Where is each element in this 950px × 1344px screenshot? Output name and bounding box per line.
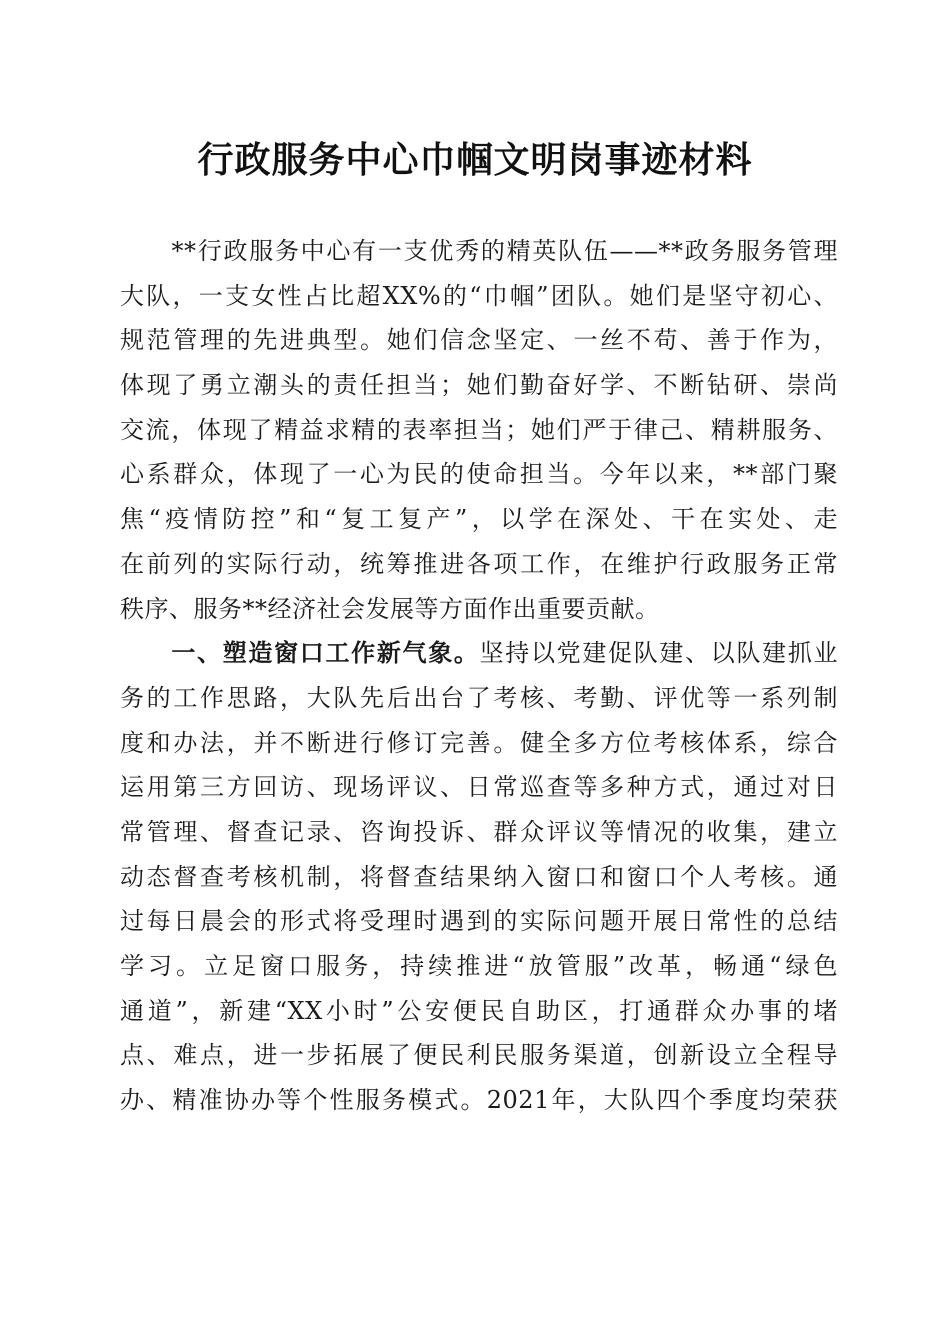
text-line: 学习。立足窗口服务，持续推进“放管服”改革，畅通“绿色 — [120, 952, 838, 980]
text-line: 秩序、服务**经济社会发展等方面作出重要贡献。 — [120, 594, 660, 623]
section-text: 坚持以党建促队建、以队建抓业 — [479, 639, 839, 668]
text-line: 焦“疫情防控”和“复工复产”，以学在深处、干在实处、走 — [120, 505, 838, 534]
text-line: 办、精准协办等个性服务模式。2021年，大队四个季度均荣获 — [120, 1086, 838, 1115]
text-line: 体现了勇立潮头的责任担当；她们勤奋好学、不断钻研、崇尚 — [120, 371, 838, 400]
text-line: **行政服务中心有一支优秀的精英队伍——**政务服务管理 — [120, 237, 838, 265]
section-heading: 一、塑造窗口工作新气象。 — [120, 638, 480, 668]
text-line: 度和办法，并不断进行修订完善。健全多方位考核体系，综合 — [120, 728, 838, 757]
text-line: 运用第三方回访、现场评议、日常巡查等多种方式，通过对日 — [120, 773, 838, 802]
section-heading-line — [120, 631, 838, 676]
text-line: 过每日晨会的形式将受理时遇到的实际问题开展日常性的总结 — [120, 907, 838, 936]
text-line: 规范管理的先进典型。她们信念坚定、一丝不苟、善于作为， — [120, 326, 838, 355]
text-line: 通道”，新建“XX小时”公安便民自助区，打通群众办事的堵 — [120, 996, 838, 1025]
text-line: 交流，体现了精益求精的表率担当；她们严于律己、精耕服务、 — [120, 415, 838, 444]
text-line: 动态督查考核机制，将督查结果纳入窗口和窗口个人考核。通 — [120, 862, 838, 891]
text-line: 务的工作思路，大队先后出台了考核、考勤、评优等一系列制 — [120, 683, 838, 712]
text-line: 心系群众，体现了一心为民的使命担当。今年以来，**部门聚 — [120, 460, 838, 489]
text-line: 大队，一支女性占比超XX%的“巾帼”团队。她们是坚守初心、 — [120, 281, 838, 310]
section-1 — [120, 631, 838, 1123]
document-title: 行政服务中心巾帼文明岗事迹材料 — [197, 139, 753, 181]
text-line: 常管理、督查记录、咨询投诉、群众评议等情况的收集，建立 — [120, 817, 838, 846]
text-line: 在前列的实际行动，统筹推进各项工作，在维护行政服务正常 — [120, 549, 838, 578]
document-body — [120, 229, 838, 1123]
text-line: 点、难点，进一步拓展了便民利民服务渠道，创新设立全程导 — [120, 1041, 838, 1070]
paragraph-intro — [120, 229, 838, 631]
